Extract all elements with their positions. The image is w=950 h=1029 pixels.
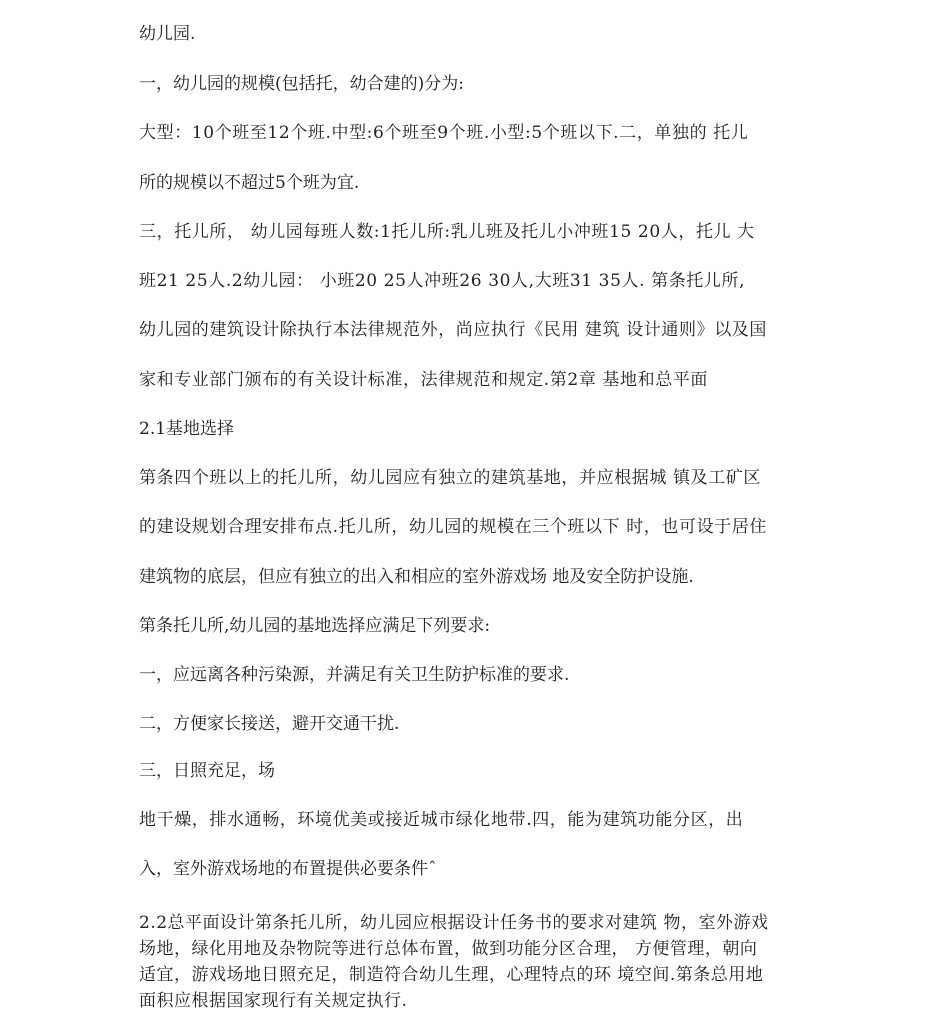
text-line: 一，幼儿园的规模(包括托，幼合建的)分为:: [139, 74, 464, 94]
text-line: 地干燥，排水通畅，环境优美或接近城市绿化地带.四，能为建筑功能分区，出: [139, 810, 744, 830]
paragraph-line: 场地，绿化用地及杂物院等进行总体布置，做到功能分区合理， 方便管理，朝向: [139, 939, 758, 959]
text-line: 幼儿园的建筑设计除执行本法律规范外，尚应执行《民用 建筑 设计通则》以及国: [139, 320, 768, 340]
text-line: 大型：10个班至12个班.中型:6个班至9个班.小型:5个班以下.二，单独的 托儿: [139, 123, 749, 143]
section-heading: 2.1基地选择: [139, 419, 235, 439]
text-line: 第条四个班以上的托儿所，幼儿园应有独立的建筑基地，并应根据城 镇及工矿区: [139, 468, 762, 488]
text-line: 一，应远离各种污染源，并满足有关卫生防护标准的要求.: [139, 665, 570, 685]
text-line: 的建设规划合理安排布点.托儿所，幼儿园的规模在三个班以下 时，也可设于居住: [139, 517, 768, 537]
text-line: 二，方便家长接送，避开交通干扰.: [139, 714, 400, 734]
text-line: 建筑物的底层，但应有独立的出入和相应的室外游戏场 地及安全防护设施.: [139, 567, 694, 587]
text-line: 幼儿园.: [139, 24, 196, 44]
text-line: 三，托儿所， 幼儿园每班人数:1托儿所:乳儿班及托儿小冲班15 20人，托儿 大: [139, 222, 755, 242]
paragraph-line: 面积应根据国家现行有关规定执行.: [139, 991, 408, 1011]
text-line: 班21 25人.2幼儿园： 小班20 25人冲班26 30人,大班31 35人. 第条托儿所,: [139, 271, 746, 291]
text-line: 第条托儿所,幼儿园的基地选择应满足下列要求:: [139, 616, 491, 636]
text-line: 三，日照充足，场: [139, 761, 275, 781]
text-line: 入，室外游戏场地的布置提供必要条件ˆ: [139, 859, 437, 879]
text-line: 所的规模以不超过5个班为宜.: [139, 173, 360, 193]
text-line: 家和专业部门颁布的有关设计标准，法律规范和规定.第2章 基地和总平面: [139, 370, 709, 390]
section-paragraph: [139, 910, 801, 1014]
paragraph-line: 2.2总平面设计第条托儿所，幼儿园应根据设计任务书的要求对建筑 物，室外游戏: [139, 913, 769, 933]
paragraph-line: 适宜，游戏场地日照充足，制造符合幼儿生理，心理特点的环 境空间.第条总用地: [139, 965, 764, 985]
